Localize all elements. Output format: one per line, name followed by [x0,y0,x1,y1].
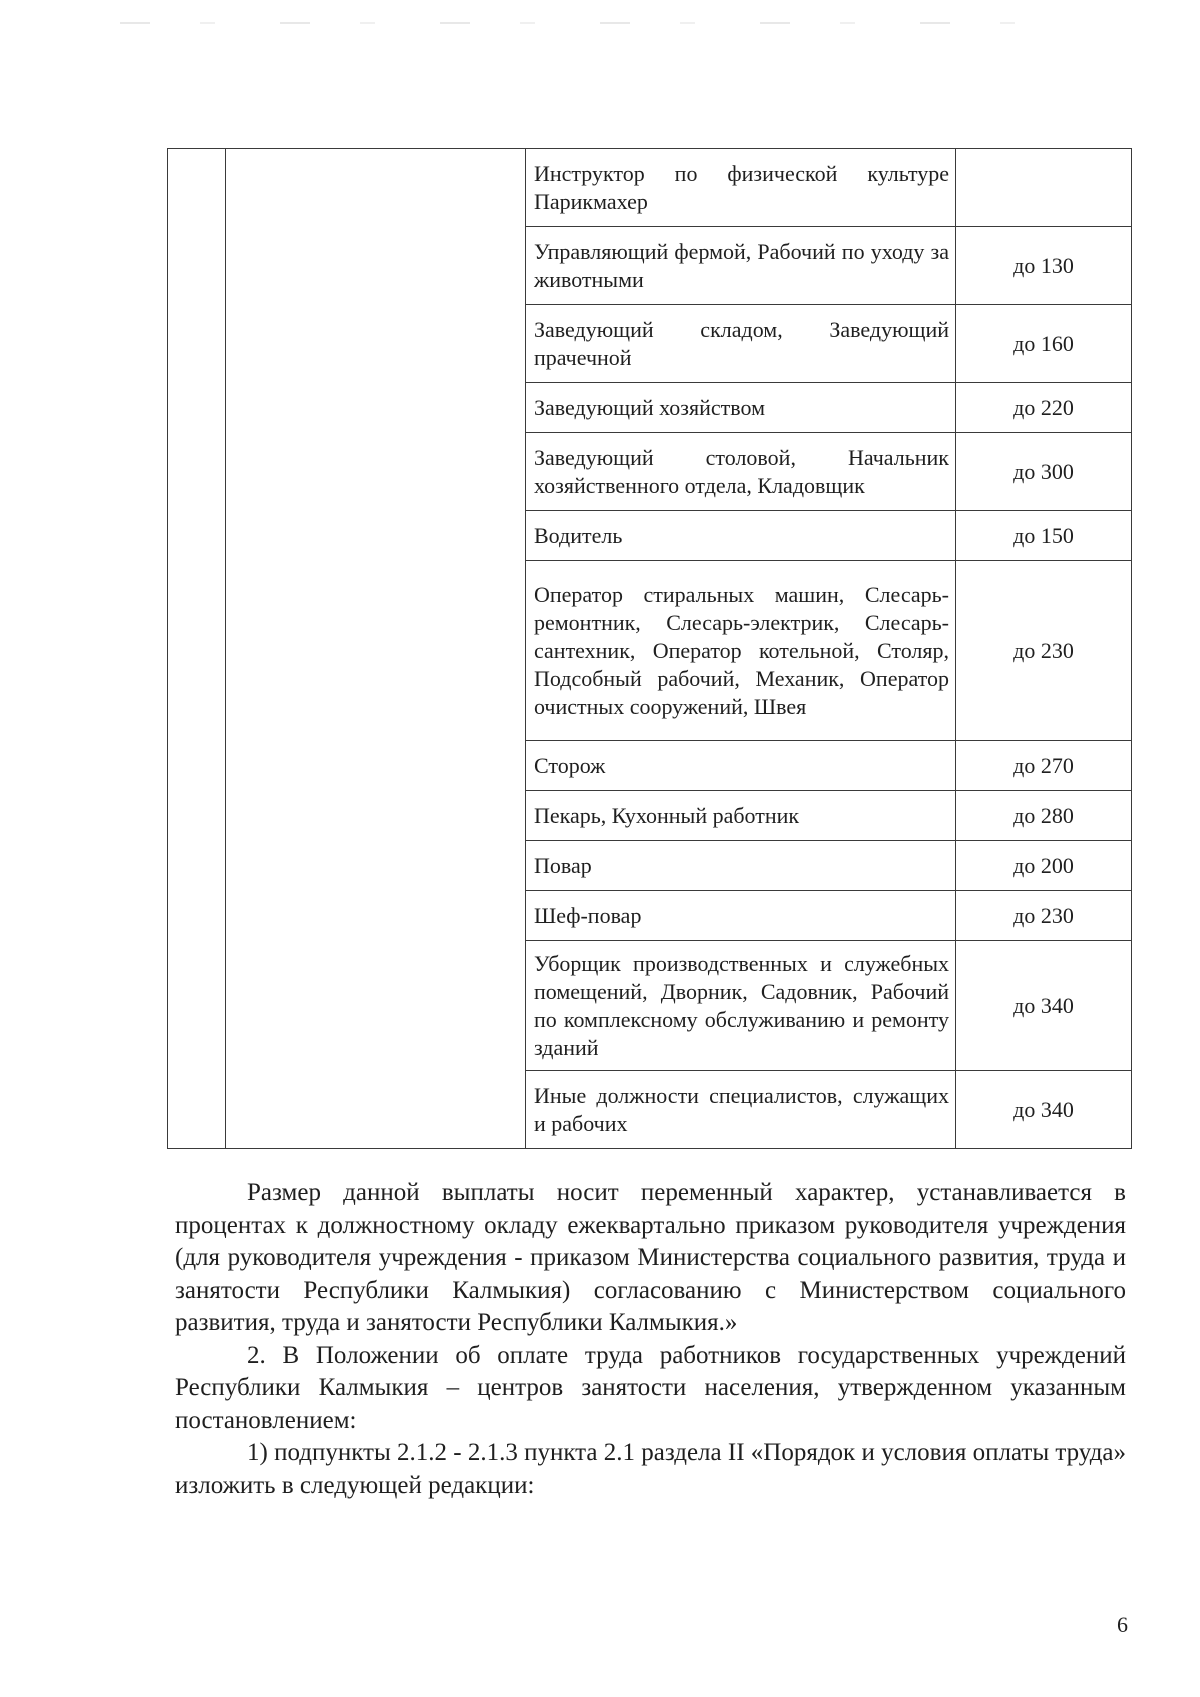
page-number: 6 [1117,1612,1128,1637]
body-text [175,1177,1126,1502]
paragraph-subclauses: 1) подпункты 2.1.2 - 2.1.3 пункта 2.1 раздела II «Порядок и условия оплаты труда» изложить в следующей редакции: [175,1439,1127,1499]
table-cell-value: до 160 [956,305,1132,383]
table-cell-value: до 200 [956,841,1132,891]
table-cell-value: до 300 [956,433,1132,511]
table-cell-value: до 340 [956,1071,1132,1149]
salary-table [167,148,1132,1149]
table-cell-value: до 280 [956,791,1132,841]
table-cell-position: Сторож [526,741,956,791]
table-cell-value: до 230 [956,891,1132,941]
scan-artifact [120,22,1080,24]
table-cell-value: до 270 [956,741,1132,791]
table-cell-position: Иные должности специалистов, служащих и рабочих [526,1071,956,1149]
table-cell-position: Управляющий фермой, Рабочий по уходу за животными [526,227,956,305]
table-cell-position: Пекарь, Кухонный работник [526,791,956,841]
table-cell-position: Заведующий столовой, Начальник хозяйственного отдела, Кладовщик [526,433,956,511]
table-cell-position: Водитель [526,511,956,561]
table-cell-position: Заведующий хозяйством [526,383,956,433]
table-cell-position: Уборщик производственных и служебных помещений, Дворник, Садовник, Рабочий по комплексному обслуживанию и ремонту зданий [526,941,956,1071]
table-cell-value: до 230 [956,561,1132,741]
table-cell-position: Шеф-повар [526,891,956,941]
table-row [168,149,1132,227]
table-cell-value: до 130 [956,227,1132,305]
table-cell-position: Повар [526,841,956,891]
table-cell-category [226,149,526,1149]
table-cell-position: Оператор стиральных машин, Слесарь-ремонтник, Слесарь-электрик, Слесарь-сантехник, Оператор котельной, Столяр, Подсобный рабочий, Механик, Оператор очистных сооружений, Швея [526,561,956,741]
salary-table-body [168,149,1132,1149]
paragraph-payment-size: Размер данной выплаты носит переменный характер, устанавливается в процентах к должностному окладу ежеквартально приказом руководителя учреждения (для руководителя учреждения - приказом Министерства социального развития, труда и занятости Республики Калмыкия) согласованию с Министерством социального развития, труда и занятости Республики Калмыкия.» [175,1179,1126,1336]
table-cell-position: Инструктор по физической культуре Парикмахер [526,149,956,227]
table-cell-value: до 150 [956,511,1132,561]
table-cell-position: Заведующий складом, Заведующий прачечной [526,305,956,383]
paragraph-regulation: 2. В Положении об оплате труда работников государственных учреждений Республики Калмыкия – центров занятости населения, утвержденном указанным постановлением: [175,1341,1126,1434]
table-cell-value: до 220 [956,383,1132,433]
table-cell-value [956,149,1132,227]
table-cell-number [168,149,226,1149]
table-cell-value: до 340 [956,941,1132,1071]
